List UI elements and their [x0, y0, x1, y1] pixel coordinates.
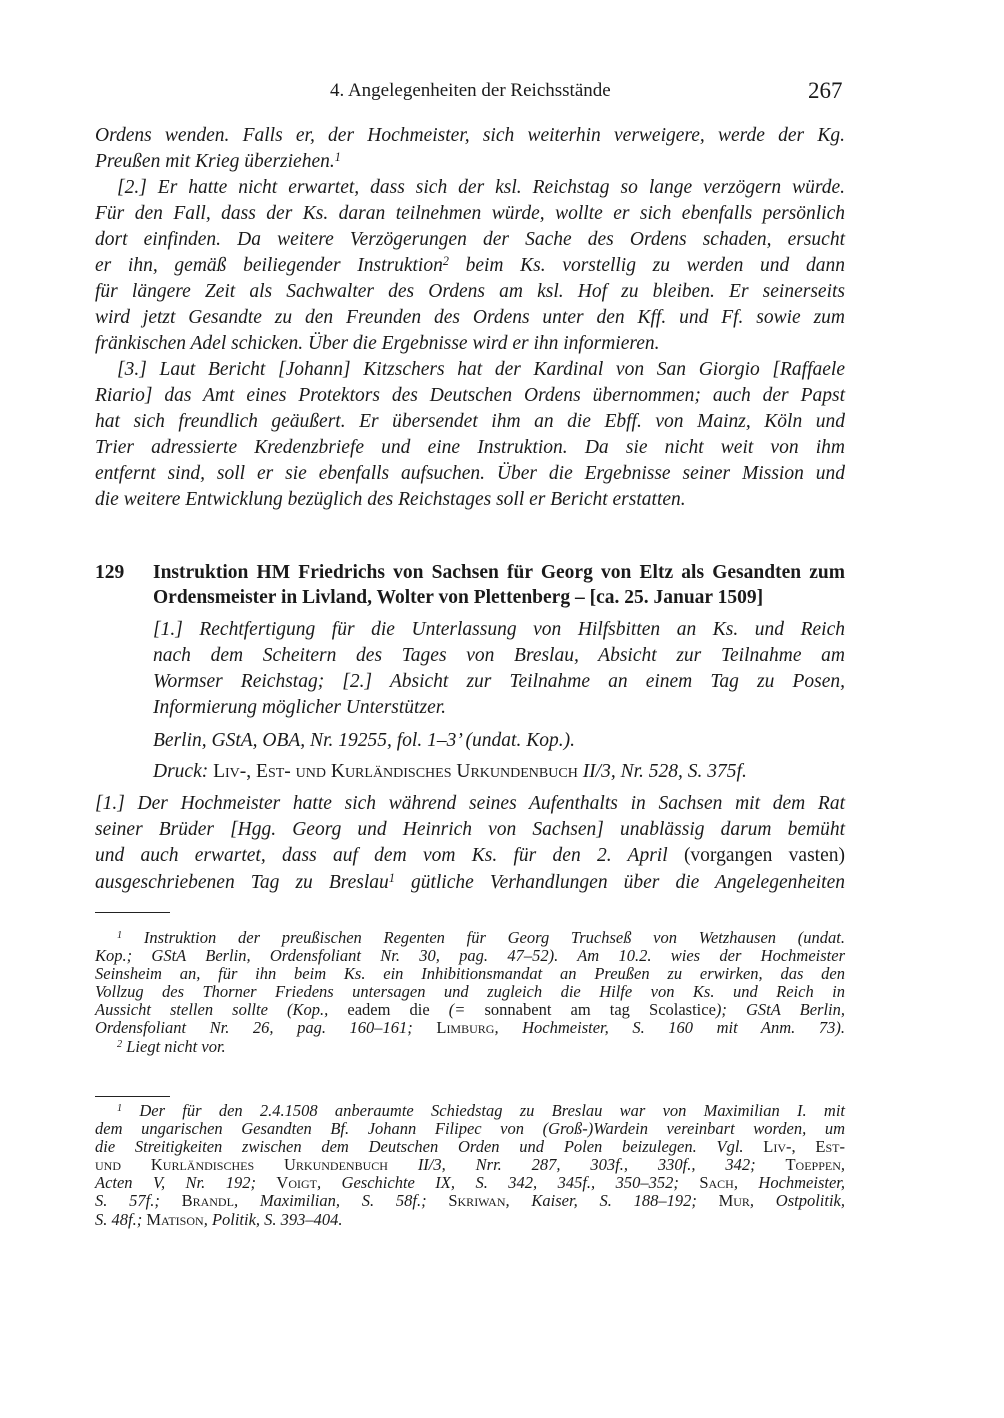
body-line — [95, 126, 845, 146]
text-segment: und Kurländisches Urkundenbuch — [95, 1155, 388, 1174]
footnote-marker[interactable]: 1 — [388, 870, 395, 885]
footnote-line — [95, 984, 845, 1001]
footnote-line — [95, 1175, 845, 1192]
text-segment: sonnabent am tag Scolastice — [484, 1000, 716, 1019]
footnote-rule — [95, 912, 170, 913]
body-line — [95, 308, 845, 328]
body-line — [95, 464, 845, 484]
page-number: 267 — [808, 78, 843, 103]
text-segment: Toeppen — [785, 1155, 841, 1174]
body-line — [95, 794, 845, 814]
text-segment: (vorgangen vasten) — [683, 845, 845, 866]
footnote-line — [117, 930, 845, 947]
text-segment: Berlin, GStA, OBA, Nr. 19255, fol. 1–3’ (undat. Kop.). — [153, 730, 575, 751]
body-line — [95, 870, 845, 893]
text-segment: Preußen mit Krieg überziehen. — [95, 151, 335, 172]
text-segment: Liv-, Est- — [763, 1137, 845, 1156]
footnote-rule — [95, 1096, 170, 1097]
text-segment: entfernt sind, soll er sie ebenfalls aufsuchen. Über die Ergebnisse seiner Mission und — [95, 463, 845, 484]
summary-line — [153, 762, 747, 782]
text-segment: Vollzug des Thorner Friedens untersagen und zugleich die Hilfe von Ks. und Reich in — [95, 982, 845, 1001]
footnote-line — [95, 948, 845, 965]
text-segment: Ordensfoliant Nr. 26, pag. 160–161; — [95, 1018, 437, 1037]
text-segment: dort einfinden. Da weitere Verzögerungen der Sache des Ordens schaden, ersucht — [95, 229, 845, 250]
body-line — [95, 386, 845, 406]
text-segment: Skriwan — [448, 1191, 506, 1210]
body-line — [117, 360, 845, 380]
text-segment: Wormser Reichstag; [2.] Absicht zur Teilnahme an einem Tag zu Posen, — [153, 671, 845, 692]
text-segment: Liegt nicht vor. — [122, 1037, 226, 1056]
text-segment: Druck: — [153, 761, 214, 782]
summary-line — [153, 620, 845, 640]
text-segment: fränkischen Adel schicken. Über die Ergebnisse wird er ihn informieren. — [95, 333, 660, 354]
text-segment: ausgeschriebenen Tag zu Breslau — [95, 872, 389, 893]
body-line — [95, 230, 845, 250]
text-segment: , Geschichte IX, S. 342, 345f., 350–352; — [316, 1173, 700, 1192]
text-segment: Sach — [699, 1173, 734, 1192]
body-line — [95, 438, 845, 458]
text-segment: II/3, Nrr. 287, 303f., 330f., 342; — [387, 1155, 786, 1174]
footnote-marker[interactable]: 1 — [334, 149, 341, 164]
text-segment: gütliche Verhandlungen über die Angelegenheiten — [394, 872, 845, 893]
body-line — [95, 846, 845, 866]
text-segment: die weitere Entwicklung bezüglich des Reichstages soll er Bericht erstatten. — [95, 489, 686, 510]
body-line — [117, 178, 845, 198]
summary-line — [153, 731, 575, 751]
summary-line — [153, 698, 446, 718]
footnote-line — [95, 1002, 845, 1019]
text-segment: II/3, Nr. 528, S. 375f. — [577, 761, 747, 782]
footnote-line — [95, 1139, 845, 1156]
text-segment: , — [840, 1155, 845, 1174]
body-line — [95, 412, 845, 432]
text-segment: und auch erwartet, dass auf dem vom Ks. für den 2. April — [95, 845, 684, 866]
footnote-marker[interactable]: 2 — [117, 1038, 123, 1050]
text-segment: er ihn, gemäß beiliegender Instruktion — [95, 255, 443, 276]
text-segment: S. 48f.; — [95, 1210, 147, 1229]
entry-title-line — [153, 563, 845, 583]
body-line — [95, 820, 845, 840]
footnote-line — [117, 1103, 845, 1120]
text-segment: dem ungarischen Gesandten Bf. Johann Filipec von (Groß-)Wardein vereinbart worden, um — [95, 1119, 845, 1138]
text-segment: Der für den 2.4.1508 anberaumte Schiedstag zu Breslau war von Maximilian I. mit — [122, 1101, 845, 1120]
text-segment: Instruktion der preußischen Regenten für Georg Truchseß von Wetzhausen (undat. — [122, 928, 845, 947]
text-segment: Mur — [718, 1191, 750, 1210]
text-segment: , Kaiser, S. 188–192; — [505, 1191, 719, 1210]
summary-line — [153, 646, 845, 666]
summary-line — [153, 672, 845, 692]
text-segment: Matison — [146, 1210, 204, 1229]
text-segment: nach dem Scheitern des Tages von Breslau, Absicht zur Teilnahme am — [153, 645, 845, 666]
body-line — [95, 490, 686, 510]
text-segment: , Politik, S. 393–404. — [203, 1210, 343, 1229]
text-segment: Voigt — [276, 1173, 317, 1192]
text-segment: (= — [429, 1000, 485, 1019]
entry-title-line — [153, 588, 763, 608]
text-segment: hat sich freundlich geäußert. Er übersendet ihm an die Ebff. von Mainz, Köln und — [95, 411, 845, 432]
body-line — [95, 334, 660, 354]
text-segment: , Maximilian, S. 58f.; — [233, 1191, 449, 1210]
text-segment: Liv-, Est- und Kurländisches Urkundenbuch — [213, 761, 578, 782]
text-segment: [2.] Er hatte nicht erwartet, dass sich der ksl. Reichstag so lange verzögern würde. — [117, 177, 845, 198]
text-segment: Ordensmeister in Livland, Wolter von Plettenberg – [ca. 25. Januar 1509] — [153, 587, 764, 608]
text-segment: Acten V, Nr. 192; — [95, 1173, 277, 1192]
text-segment: Limburg — [436, 1018, 495, 1037]
text-segment: Informierung möglicher Unterstützer. — [153, 697, 447, 718]
text-segment: Für den Fall, dass der Ks. daran teilnehmen würde, wollte er sich ebenfalls persönlich — [95, 203, 845, 224]
text-segment: [1.] Der Hochmeister hatte sich während seines Aufenthalts in Sachsen mit dem Rat — [95, 793, 845, 814]
text-segment: S. 57f.; — [95, 1191, 182, 1210]
body-line — [95, 253, 845, 276]
text-segment: Brandl — [181, 1191, 234, 1210]
body-line — [95, 149, 341, 172]
footnote-marker[interactable]: 2 — [442, 253, 449, 268]
entry-number: 129 — [95, 562, 125, 583]
running-title: 4. Angelegenheiten der Reichsstände — [330, 80, 611, 101]
text-segment: die Streitigkeiten zwischen dem Deutschen Orden und Polen beizulegen. Vgl. — [95, 1137, 764, 1156]
text-segment: Instruktion HM Friedrichs von Sachsen für Georg von Eltz als Gesandten zum — [153, 562, 845, 583]
text-segment: , Hochmeister, — [733, 1173, 846, 1192]
text-segment: seiner Brüder [Hgg. Georg und Heinrich von Sachsen] unablässig darum bemüht — [95, 819, 845, 840]
text-segment: Riario] das Amt eines Protektors des Deutschen Ordens übernommen; auch der Papst — [95, 385, 845, 406]
text-segment: eadem die — [347, 1000, 430, 1019]
footnote-line — [95, 1193, 845, 1210]
footnote-line — [117, 1039, 226, 1056]
footnote-marker[interactable]: 1 — [117, 1102, 123, 1114]
footnote-line — [95, 1212, 343, 1229]
footnote-line — [95, 1121, 845, 1138]
text-segment: Seinsheim an, für ihn beim Ks. ein Inhibitionsmandat an Preußen zu erwirken, das den — [95, 964, 845, 983]
footnote-line — [95, 966, 845, 983]
footnote-marker[interactable]: 1 — [117, 929, 123, 941]
text-segment: für längere Zeit als Sachwalter des Ordens am ksl. Hof zu bleiben. Er seinerseits — [95, 281, 845, 302]
text-segment: Ordens wenden. Falls er, der Hochmeister, sich weiterhin verweigere, werde der Kg. — [95, 125, 845, 146]
footnote-line — [95, 1157, 845, 1174]
text-segment: , Ostpolitik, — [749, 1191, 845, 1210]
footnote-line — [95, 1020, 845, 1037]
text-segment: , Hochmeister, S. 160 mit Anm. 73). — [494, 1018, 845, 1037]
text-segment: Kop.; GStA Berlin, Ordensfoliant Nr. 30, pag. 47–52). Am 10.2. wies der Hochmeister — [95, 946, 845, 965]
text-segment: [1.] Rechtfertigung für die Unterlassung von Hilfsbitten an Ks. und Reich — [153, 619, 845, 640]
text-segment: beim Ks. vorstellig zu werden und dann — [448, 255, 845, 276]
text-segment: ); GStA Berlin, — [715, 1000, 845, 1019]
body-line — [95, 282, 845, 302]
text-segment: wird jetzt Gesandte zu den Freunden des Ordens unter den Kff. und Ff. sowie zum — [95, 307, 845, 328]
text-segment: [3.] Laut Bericht [Johann] Kitzschers hat der Kardinal von San Giorgio [Raffaele — [117, 359, 845, 380]
body-line — [95, 204, 845, 224]
text-segment: Trier adressierte Kredenzbriefe und eine Instruktion. Da sie nicht weit von ihm — [95, 437, 845, 458]
text-segment: Aussicht stellen sollte (Kop., — [95, 1000, 348, 1019]
